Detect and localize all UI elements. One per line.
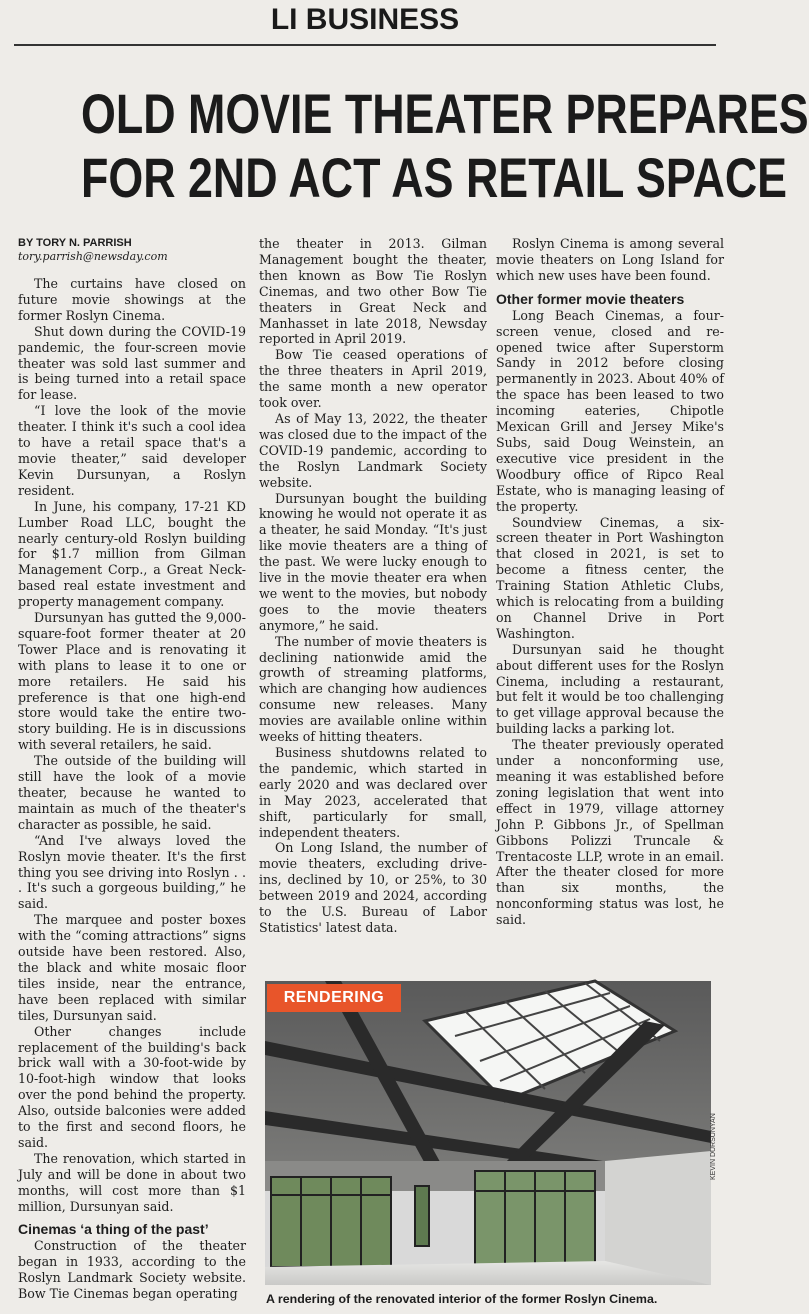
paragraph: Dursunyan bought the building knowing he would not operate it as a theater, he said Monday. “It's just like movie theaters are a thing of the past. We were lucky enough to live in the movie theater era when we went to the movies, but nobody goes to the movie theaters anymore,” he said. [259,490,487,633]
paragraph: “I love the look of the movie theater. I think it's such a cool idea to have a retail space that's a movie theater,” said developer Kevin Dursunyan, a Roslyn resident. [18,403,246,498]
paragraph: The marquee and poster boxes with the “coming attractions” signs outside have been restored. Also, the black and white mosaic floor tiles inside, near the entrance, have been replaced with similar tiles, Dursunyan said. [18,912,246,1023]
paragraph: The curtains have closed on future movie showings at the former Roslyn Cinema. [18,276,246,323]
headline-line-2: FOR 2ND ACT AS RETAIL SPACE [81,146,788,209]
photo-credit: KEVIN DURSUNYAN [710,1113,717,1180]
paragraph: Bow Tie ceased operations of the three theaters in April 2019, the same month a new operator took over. [259,347,487,411]
headline [81,82,809,210]
photo-caption: A rendering of the renovated interior of the former Roslyn Cinema. [266,1292,658,1306]
paragraph: Long Beach Cinemas, a four-screen venue, closed and re-opened twice after Superstorm Sandy in 2012 before closing permanently in 2023. About 40% of the space has been leased to two incoming eateries, Chipotle Mexican Grill and Jersey Mike's Subs, said Doug Weinstein, an executive vice president in the Woodbury office of Ripco Real Estate, who is managing leasing of the property. [496,307,724,514]
paragraph: The renovation, which started in July and will be done in about two months, will cost more than $1 million, Dursunyan said. [18,1150,246,1214]
paragraph: Business shutdowns related to the pandemic, which started in early 2020 and was declared over in May 2023, accelerated that shift, particularly for small, independent theaters. [259,745,487,840]
paragraph: Soundview Cinemas, a six-screen theater in Port Washington that closed in 2021, is set to become a fitness center, the Training Station Athletic Clubs, which is relocating from a building on Channel Drive in Port Washington. [496,514,724,641]
rendering-photo [265,981,711,1285]
author-email: tory.parrish@newsday.com [18,250,168,263]
subhead-other-theaters: Other former movie theaters [496,290,685,307]
paragraph: Construction of the theater began in 1933, according to the Roslyn Landmark Society website. Bow Tie Cinemas began operating [18,1238,246,1302]
subhead-cinemas: Cinemas ‘a thing of the past’ [18,1221,209,1238]
column-2 [259,236,487,936]
paragraph: On Long Island, the number of movie theaters, excluding drive-ins, declined by 10, or 25%, to 30 between 2019 and 2024, according to the U.S. Bureau of Labor Statistics' latest data. [259,840,487,935]
top-rule [14,44,716,46]
headline-line-1: OLD MOVIE THEATER PREPARES [81,82,809,145]
rendering-tag: RENDERING [267,984,401,1012]
paragraph: “And I've always loved the Roslyn movie theater. It's the first thing you see driving into Roslyn . . . It's such a gorgeous building,” he said. [18,832,246,912]
paragraph: Shut down during the COVID-19 pandemic, the four-screen movie theater was sold last summer and is being turned into a retail space for lease. [18,323,246,403]
paragraph: In June, his company, 17-21 KD Lumber Road LLC, bought the nearly century-old Roslyn building for $1.7 million from Gilman Management Corp., a Great Neck-based real estate investment and property management company. [18,498,246,610]
paragraph: The theater previously operated under a nonconforming use, meaning it was established before zoning legislation that went into effect in 1979, village attorney John P. Gibbons Jr., of Spellman Gibbons Polizzi Truncale & Trentacoste LLP, wrote in an email. After the theater closed for more than six months, the nonconforming status was lost, he said. [496,737,724,928]
paragraph: The number of movie theaters is declining nationwide amid the growth of streaming platforms, which are changing how audiences consume new releases. Many movies are available online within weeks of hitting theaters. [259,633,487,745]
paragraph: Dursunyan has gutted the 9,000-square-foot former theater at 20 Tower Place and is renovating it with plans to lease it to one or more retailers. He said his preference is that one high-end store would take the entire two-story building. He is in discussions with several retailers, he said. [18,610,246,753]
byline: BY TORY N. PARRISH [18,237,132,249]
section-flag: LI BUSINESS [270,3,460,36]
column-3 [496,236,724,928]
paragraph: the theater in 2013. Gilman Management bought the theater, then known as Bow Tie Roslyn Cinemas, and two other Bow Tie theaters in Great Neck and Manhasset in late 2018, Newsday reported in April 2019. [259,236,487,347]
paragraph: As of May 13, 2022, the theater was closed due to the impact of the COVID-19 pandemic, according to the Roslyn Landmark Society website. [259,410,487,490]
column-1 [18,236,246,1302]
paragraph: Other changes include replacement of the building's back brick wall with a 30-foot-wide by 10-foot-high window that looks over the pond behind the property. Also, outside balconies were added to the first and second floors, he said. [18,1023,246,1150]
paragraph: Roslyn Cinema is among several movie theaters on Long Island for which new uses have been found. [496,236,724,283]
paragraph: The outside of the building will still have the look of a movie theater, because he wanted to maintain as much of the theater's character as possible, he said. [18,753,246,832]
paragraph: Dursunyan said he thought about different uses for the Roslyn Cinema, including a restaurant, but felt it would be too challenging to get village approval because the building lacks a parking lot. [496,641,724,737]
